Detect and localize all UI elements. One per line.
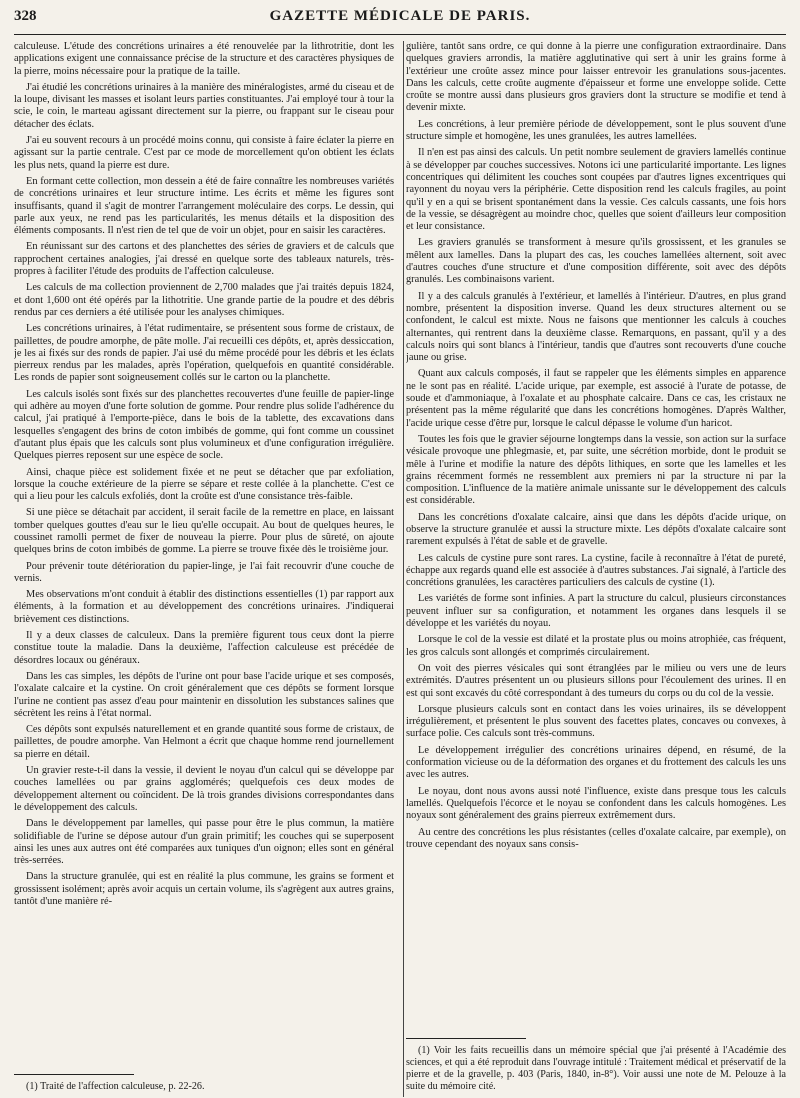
page-header — [14, 8, 786, 35]
paragraph: Les concrétions urinaires, à l'état rudimentaire, se présentent sous forme de cristaux, de paillettes, de poudre amorphe, de pâte molle. J'ai recueilli ces dépôts, et, après dessiccation, je les ai fixés sur des ronds de papier. J'ai usé du même procédé pour les débris et les éclats pierreux rendus par les malades, après l'opération, quelquefois en quantité considérable. Les ronds de papier sont soigneusement collés sur le carton ou la planchette. — [14, 323, 394, 384]
left-footnotes — [14, 1068, 394, 1097]
footnote-divider — [14, 1074, 134, 1075]
running-title: GAZETTE MÉDICALE DE PARIS. — [269, 8, 531, 24]
paragraph: J'ai eu souvent recours à un procédé moins connu, qui consiste à faire éclater la pierre en agissant sur la partie centrale. C'est par ce mode de morcellement qu'on obtient les éclats les plus nets, quand la pierre est dure. — [14, 135, 394, 171]
paragraph: En formant cette collection, mon dessein a été de faire connaître les nombreuses variétés de concrétions urinaires et leur structure intime. Les écrits et même les figures sont insuffisants, quand il s'agit de montrer l'arrangement moléculaire des corps. Le dessin, qui parle aux yeux, ne rend pas les particularités, les menus détails et la disposition des éléments composants. Il n'est rien de tel que de voir un objet, pour en saisir les caractères. — [14, 175, 394, 237]
paragraph: Les graviers granulés se transforment à mesure qu'ils grossissent, et les granules se mêlent aux lamelles. Dans la plupart des cas, les couches lamellées alternent, soit avec d'autres couches d'une structure et d'une composition différente, soit avec des dépôts granulés. Les combinaisons varient. — [406, 237, 786, 286]
paragraph: Lorsque plusieurs calculs sont en contact dans les voies urinaires, ils se développent irrégulièrement, et présentent le plus souvent des facettes plates, concaves ou convexes, à surface polie. Ces calculs sont très-communs. — [406, 703, 786, 740]
footnote: (1) Voir les faits recueillis dans un mémoire spécial que j'ai présenté à l'Académie des sciences, et qui a été reproduit dans l'ouvrage intitulé : Traitement médical et préservatif de la pierre et de la gravelle, p. 403 (Paris, 1840, in-8°). Voir aussi une note de M. Pelouze à la suite du mémoire cité. — [406, 1045, 786, 1092]
paragraph: Les calculs de ma collection proviennent de 2,700 malades que j'ai traités depuis 1824, et dont 1,600 ont été opérés par la lithotritie. Une grande partie de la poudre et des débris rendus par ces derniers a été utilisée pour les analyses chimiques. — [14, 282, 394, 318]
footnote: (1) Traité de l'affection calculeuse, p. 22-26. — [26, 1081, 205, 1092]
paragraph: Toutes les fois que le gravier séjourne longtemps dans la vessie, son action sur la surface vésicale provoque une phlegmasie, et, par suite, une sécrétion morbide, dont le produit se mêle à l'urine et modifie la nature des dépôts lithiques, en sorte que les lamelles et les grains récemment formés ne ressemblent aux premiers ni par la structure ni par la composition. L'influence de la matière animale unissante sur le développement des calculs est considérable. — [406, 433, 786, 507]
footnote-divider — [406, 1038, 526, 1039]
paragraph: En réunissant sur des cartons et des planchettes des séries de graviers et de calculs que rapprochent certaines analogies, j'ai dressé en quelque sorte des tableaux naturels, très-propres à faciliter l'étude des produits de l'affection calculeuse. — [14, 241, 394, 278]
right-column-body — [406, 41, 786, 1001]
text-columns — [14, 41, 786, 1097]
column-divider — [403, 41, 404, 1097]
paragraph: Les concrétions, à leur première période de développement, sont le plus souvent d'une structure simple et homogène, les unes granulées, les autres lamellées. — [406, 118, 786, 143]
paragraph: Il n'en est pas ainsi des calculs. Un petit nombre seulement de graviers lamellés continue à se développer par couches successives. Notons ici une particularité importante. Les lignes concentriques qui délimitent les couches sont coupées par d'autres lignes excentriques qui rayonnent du noyau vers la périphérie. Cette disposition rend les calculs fragiles, au point qu'il y en a qui se brisent spontanément dans la vessie. Ces calculs cassants, une fois hors de la vessie, se désagrègent au moindre choc, quelles que soient d'ailleurs leur composition et leur consistance. — [406, 147, 786, 233]
paragraph: Dans les concrétions d'oxalate calcaire, ainsi que dans les dépôts d'acide urique, on observe la structure granulée et aussi la structure mixte. Les dépôts d'oxalate calcaire sont rarement expulsés à l'état de sable et de gravelle. — [406, 511, 786, 548]
paragraph: Quant aux calculs composés, il faut se rappeler que les éléments simples en apparence ne le sont pas en réalité. L'acide urique, par exemple, est associé à l'urate de potasse, de soude et d'ammoniaque, à l'oxalate et au phosphate calcaire. Dans ce cas, les cristaux ne présentent pas la même régularité que dans les concrétions homogènes. D'après Walther, l'acide urique cesse d'être pur, lorsque le calcul dépasse le volume d'un haricot. — [406, 368, 786, 429]
paragraph: Dans le développement par lamelles, qui passe pour être le plus commun, la matière solidifiable de l'urine se dépose autour d'un grain primitif; les couches qui se superposent ainsi les unes aux autres ont été comparées aux tuniques d'un oignon; elles sont en général très-serrées. — [14, 818, 394, 867]
paragraph: gulière, tantôt sans ordre, ce qui donne à la pierre une configuration extraordinaire. Dans quelques graviers arrondis, la matière agglutinative qui sert à unir les grains forme à l'extérieur une croûte assez mince pour laisser entrevoir les granulations sous-jacentes. Dans les calculs, cette croûte augmente d'épaisseur et forme une enveloppe solide. Cette croûte se montre aussi dans plusieurs gros graviers dont la structure se modifie et tend à devenir mixte. — [406, 41, 786, 114]
paragraph: Dans la structure granulée, qui est en réalité la plus commune, les grains se forment et grossissent isolément; après avoir acquis un certain volume, ils s'agrègent aux autres grains, tantôt d'une manière ré- — [14, 871, 394, 907]
paragraph: Dans les cas simples, les dépôts de l'urine ont pour base l'acide urique et ses composés, l'oxalate calcaire et la cystine. On croit généralement que ces dépôts se forment lorsque l'urine ne contient pas assez d'eau pour maintenir en dissolution les substances salines que sécrètent les reins à l'état normal. — [14, 670, 394, 719]
paragraph: Mes observations m'ont conduit à établir des distinctions essentielles (1) par rapport aux éléments, à la formation et au développement des concrétions urinaires. J'indiquerai brièvement ces distinctions. — [14, 589, 394, 625]
page-number: 328 — [14, 8, 37, 24]
paragraph: Il y a deux classes de calculeux. Dans la première figurent tous ceux dont la pierre constitue toute la maladie. Dans la deuxième, l'affection calculeuse est précédée de désordres locaux ou généraux. — [14, 630, 394, 666]
paragraph: Le noyau, dont nous avons aussi noté l'influence, existe dans presque tous les calculs lamellés. Quelquefois l'écorce et le noyau se confondent dans les calculs homogènes. Les noyaux sont généralement des grains pierreux extrêmement durs. — [406, 785, 786, 822]
right-column — [406, 41, 786, 1097]
paragraph: Si une pièce se détachait par accident, il serait facile de la remettre en place, en laissant tomber quelques gouttes d'eau sur le lieu qu'elle occupait. Au bout de quelques heures, le coussinet ramolli permet de fixer de nouveau la pierre. Pour plus de sûreté, on ajoute quelques brins de coton imbibés de gomme. La pierre se trouve fixée dès le troisième jour. — [14, 507, 394, 556]
paragraph: Les variétés de forme sont infinies. A part la structure du calcul, plusieurs circonstances peuvent influer sur sa configuration, et notamment les organes dans lesquels il se développe et les variétés du noyau. — [406, 593, 786, 630]
paragraph: Ainsi, chaque pièce est solidement fixée et ne peut se détacher que par exfoliation, lorsque la couche extérieure de la pierre se sépare et reste collée à la planchette. C'est ce qui a lieu pour les calculs exfoliés, dont la croûte est d'une consistance très-faible. — [14, 466, 394, 503]
paragraph: Lorsque le col de la vessie est dilaté et la prostate plus ou moins atrophiée, cas fréquent, les gros calculs sont allongés et comprimés circulairement. — [406, 634, 786, 658]
paragraph: Il y a des calculs granulés à l'extérieur, et lamellés à l'intérieur. D'autres, en plus grand nombre, présentent la disposition inverse. Quand les deux structures alternent ou se confondent, le calcul est mixte. Nous ne faisons que mentionner les calculs à couches alternantes, qui rentrent dans la deuxième classe. Remarquons, en passant, qu'il y a des calculs noirs qui sont blancs à l'intérieur, tandis que d'autres sont recouverts d'une couche jaune ou grise. — [406, 290, 786, 364]
paragraph: Ces dépôts sont expulsés naturellement et en grande quantité sous forme de cristaux, de paillettes, de poudre amorphe. Van Helmont a écrit que chaque homme rend journellement sa pierre en détail. — [14, 724, 394, 760]
paragraph: Au centre des concrétions les plus résistantes (celles d'oxalate calcaire, par exemple), on trouve cependant des noyaux sans consis- — [406, 826, 786, 850]
left-column-body — [14, 41, 394, 1063]
paragraph: Les calculs de cystine pure sont rares. La cystine, facile à reconnaître à l'état de pureté, échappe aux regards quand elle est associée à d'autres substances. J'ai signalé, à l'article des concrétions granulées, les caractères particuliers des calculs de cystine (1). — [406, 552, 786, 589]
right-footnotes — [406, 1032, 786, 1097]
paragraph: Pour prévenir toute détérioration du papier-linge, je l'ai fait recouvrir d'une couche de vernis. — [14, 560, 394, 584]
paragraph: On voit des pierres vésicales qui sont étranglées par le milieu ou vers une de leurs extrémités. D'autres présentent un ou plusieurs sillons pour l'écoulement des urines. Il en est qui sont excavés du côté correspondant à des tumeurs du corps ou du col de la vessie. — [406, 662, 786, 699]
paragraph: Le développement irrégulier des concrétions urinaires dépend, en résumé, de la conformation vicieuse ou de la déformation des organes et du frottement des calculs les uns avec les autres. — [406, 744, 786, 781]
left-column — [14, 41, 394, 1097]
paragraph: J'ai étudié les concrétions urinaires à la manière des minéralogistes, armé du ciseau et de la loupe, divisant les masses et isolant leurs parties constituantes. J'ai employé tour à tour la scie, le coin, le marteau agissant directement sur la pierre, ou frappant sur le ciseau pour détacher des éclats. — [14, 81, 394, 130]
paragraph: Un gravier reste-t-il dans la vessie, il devient le noyau d'un calcul qui se développe par couches lamellées ou par grains agglomérés; quelquefois ces deux modes de développement alternent ou coïncident. De là trois grandes divisions correspondantes dans le développement des calculs. — [14, 765, 394, 813]
paragraph: Les calculs isolés sont fixés sur des planchettes recouvertes d'une feuille de papier-linge qui adhère au moyen d'une forte solution de gomme. Pour rendre plus solide l'adhérence du calcul, j'ai pratiqué à l'emporte-pièce, dans le bois de la tablette, des excavations dans lesquelles s'engagent des brins de coton imbibés de gomme, qui font comme un coussinet d'autant plus épais que les calculs sont plus volumineux et d'une configuration irrégulière. Quelques pierres reposent sur une espèce de socle. — [14, 388, 394, 462]
paragraph: calculeuse. L'étude des concrétions urinaires a été renouvelée par la lithrotritie, dont les applications exigent une connaissance précise de la structure et des caractères physiques de la pierre, moins nécessaire pour la pratique de la taille. — [14, 41, 394, 77]
